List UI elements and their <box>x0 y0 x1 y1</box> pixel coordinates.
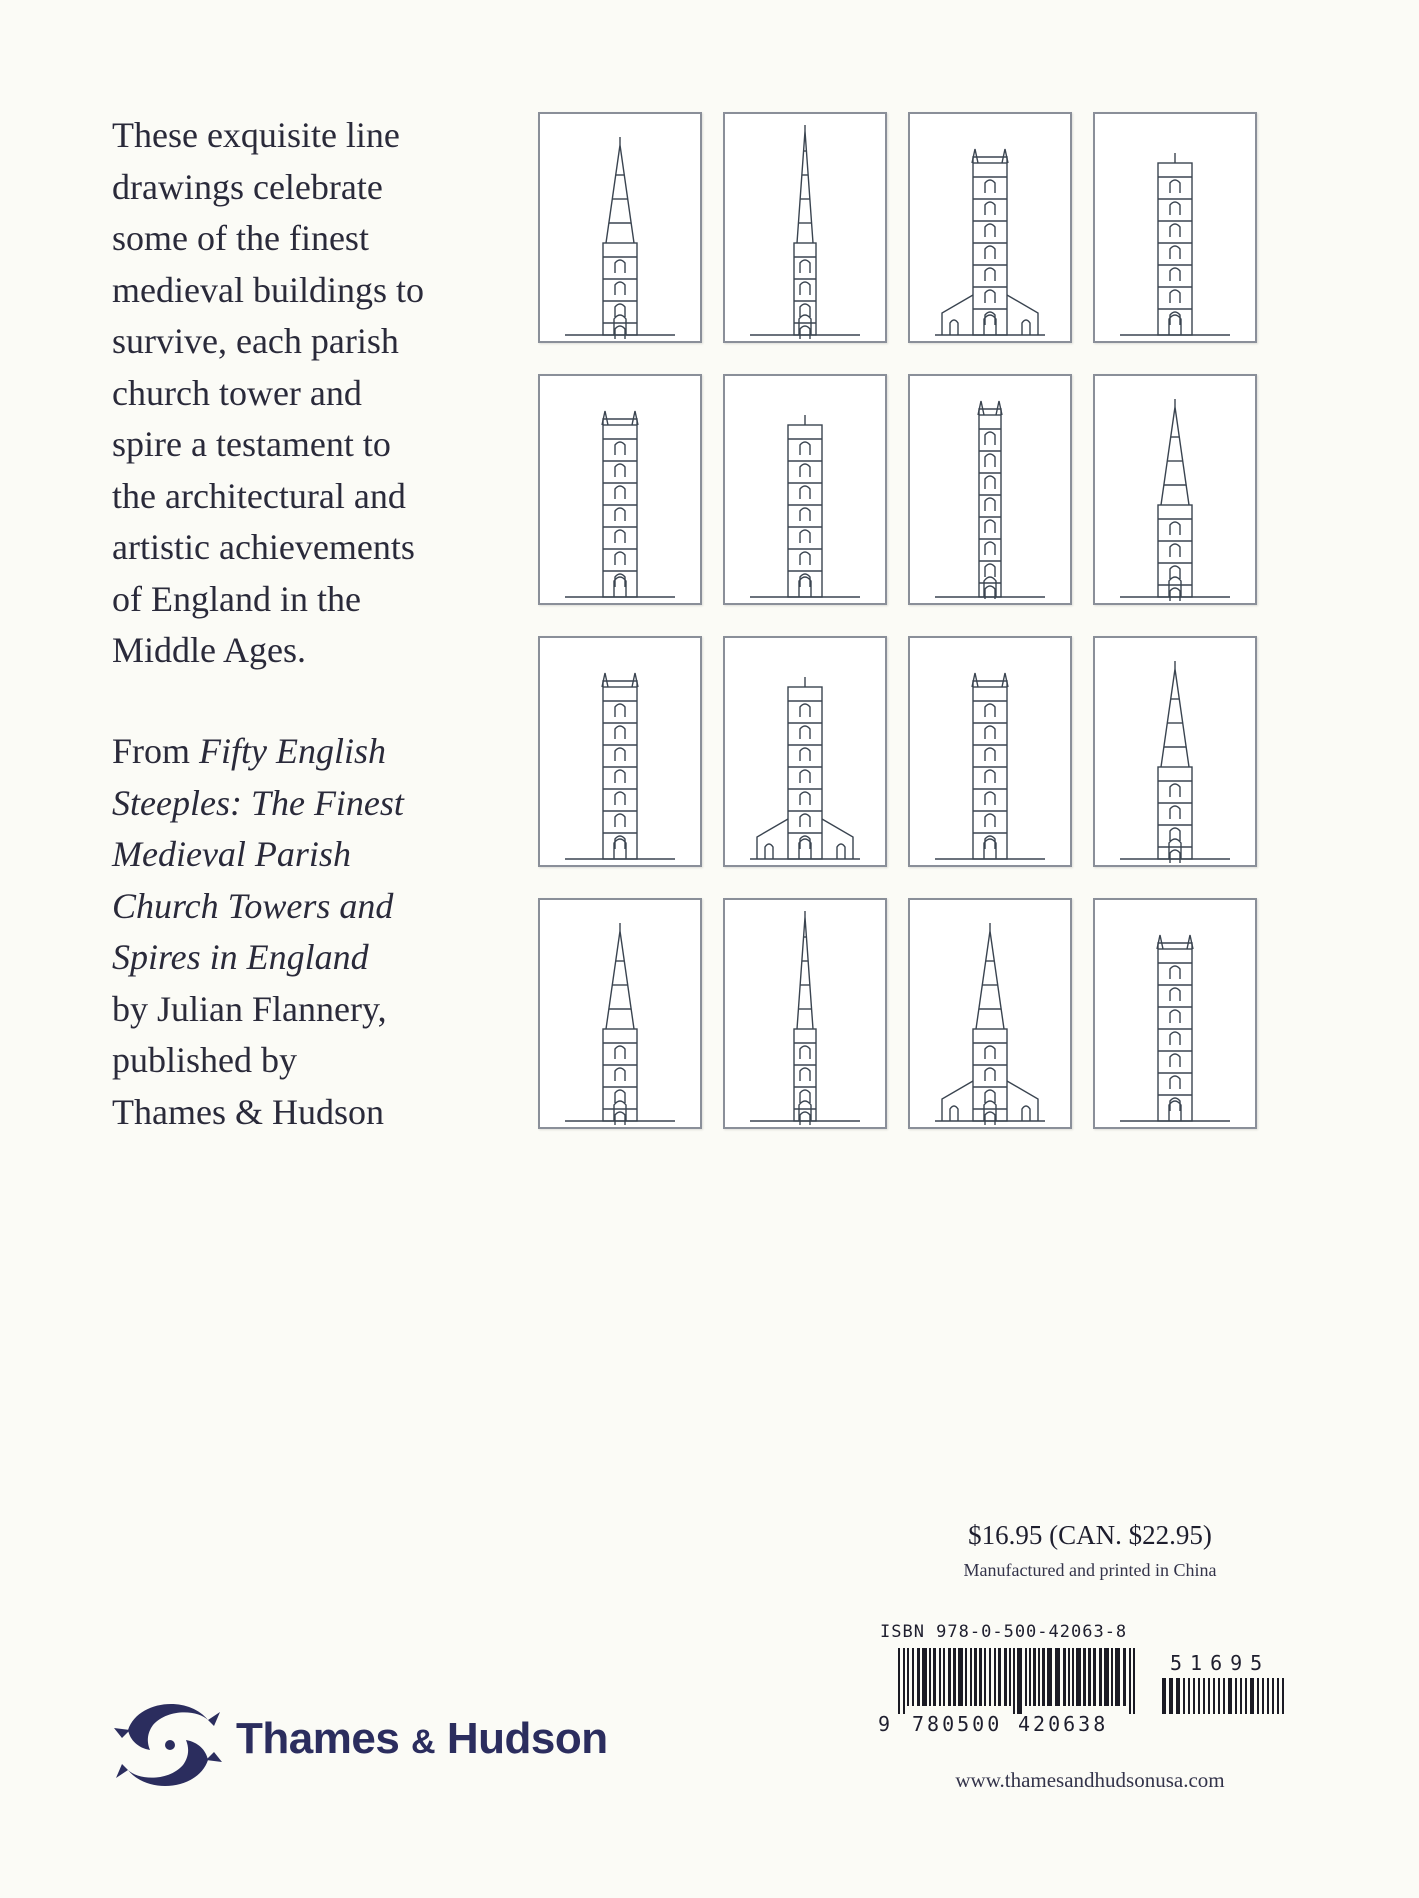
blurb-line: survive, each parish <box>112 321 399 361</box>
barcode-bar <box>1072 1648 1074 1706</box>
barcode-bar <box>1083 1648 1086 1706</box>
tall-spire-drawing <box>730 909 880 1127</box>
barcode-bar <box>1017 1648 1022 1714</box>
barcode-addon-bar <box>1228 1678 1232 1714</box>
dolphins-icon <box>108 1690 228 1800</box>
barcode-bar <box>1129 1648 1131 1714</box>
spire-tower-drawing <box>545 909 695 1127</box>
barcode-addon-bar <box>1277 1678 1279 1714</box>
barcode-bar <box>974 1648 977 1706</box>
barcode-bar <box>1029 1648 1031 1706</box>
book-title-line: Fifty English <box>199 731 386 771</box>
spire-tower-drawing <box>545 123 695 341</box>
spire-tower-drawing <box>1100 385 1250 603</box>
blurb-line: some of the finest <box>112 218 369 258</box>
barcode-addon-bar <box>1272 1678 1274 1714</box>
blurb-line: the architectural and <box>112 475 406 516</box>
barcode-bar <box>1099 1648 1102 1706</box>
barcode-bar <box>898 1648 900 1714</box>
blurb-line: artistic achievements <box>112 527 415 567</box>
barcode-bar <box>1076 1648 1081 1706</box>
barcode-bar <box>933 1648 936 1706</box>
barcode-addon-bar <box>1193 1678 1195 1714</box>
book-title-line: Medieval Parish <box>112 834 351 874</box>
barcode-bar <box>922 1648 927 1706</box>
logo-word: Hudson <box>446 1714 608 1763</box>
barcode-bar <box>929 1648 931 1706</box>
barcode-addon-bar <box>1240 1678 1242 1714</box>
blurb-line: church tower and <box>112 372 362 413</box>
barcode-bar <box>1047 1648 1052 1706</box>
source-from: From <box>112 731 200 771</box>
book-title-line: Church Towers and <box>112 885 394 926</box>
barcode-bar <box>907 1648 909 1706</box>
barcode-bar <box>939 1648 941 1706</box>
barcode-bar <box>953 1648 956 1706</box>
steeple-tile <box>908 374 1072 605</box>
logo-word: Thames <box>236 1714 400 1763</box>
barcode-bar <box>903 1648 905 1714</box>
barcode-bar <box>984 1648 986 1706</box>
publisher-logo-text <box>236 1714 608 1764</box>
manufactured-note: Manufactured and printed in China <box>963 1560 1217 1580</box>
pinnacled-tower-church-drawing <box>915 123 1065 341</box>
spire-church-drawing <box>915 909 1065 1127</box>
price: $16.95 (CAN. $22.95) <box>968 1520 1212 1550</box>
barcode-bar <box>1111 1648 1113 1706</box>
steeple-tile <box>723 374 887 605</box>
source-credit <box>112 726 532 1138</box>
barcode-bar <box>1133 1648 1135 1714</box>
steeple-tile <box>1093 636 1257 867</box>
square-tower-drawing <box>1100 123 1250 341</box>
barcode-addon-bar <box>1169 1678 1173 1714</box>
barcode-bar <box>1104 1648 1109 1706</box>
barcode-bar <box>970 1648 972 1706</box>
barcode-addon-bar <box>1213 1678 1215 1714</box>
steeple-tile <box>723 898 887 1129</box>
barcode-bar <box>994 1648 996 1706</box>
barcode-bar <box>1088 1648 1091 1706</box>
barcode-addon-bar <box>1162 1678 1166 1714</box>
pinnacled-tower-drawing <box>915 647 1065 865</box>
barcode-addon-bar <box>1188 1678 1190 1714</box>
tall-pinnacled-tower-drawing <box>915 385 1065 603</box>
blurb-line: medieval buildings to <box>112 269 424 310</box>
author-line: by Julian Flannery, <box>112 988 387 1029</box>
barcode-bar <box>1009 1648 1011 1706</box>
barcode-addon-bar <box>1257 1678 1259 1714</box>
steeple-tile <box>538 112 702 343</box>
steeple-drawings-grid <box>538 112 1257 1129</box>
pinnacled-tower-drawing <box>545 647 695 865</box>
logo-ampersand: & <box>411 1723 436 1761</box>
barcode-bar <box>917 1648 920 1706</box>
steeple-tile <box>538 374 702 605</box>
barcode-bar <box>1115 1648 1120 1706</box>
barcode-bar <box>1068 1648 1070 1706</box>
barcode-addon-bar <box>1176 1678 1180 1714</box>
book-title-line: Spires in England <box>112 937 369 977</box>
barcode-addon-bar <box>1250 1678 1254 1714</box>
barcode-addon-digits: 51695 <box>1170 1651 1271 1675</box>
barcode-bar <box>948 1648 951 1706</box>
barcode-addon-bar <box>1203 1678 1205 1714</box>
spire-tower-drawing <box>1100 647 1250 865</box>
barcode-bar <box>1093 1648 1096 1706</box>
steeple-tile <box>538 898 702 1129</box>
barcode-left-digits: 780500 <box>912 1712 1003 1736</box>
blurb-line: drawings celebrate <box>112 166 383 207</box>
pinnacled-tower-drawing <box>1100 909 1250 1127</box>
steeple-tile <box>1093 898 1257 1129</box>
barcode-bar <box>1063 1648 1066 1706</box>
isbn: ISBN 978-0-500-42063-8 <box>880 1622 1128 1642</box>
square-tower-drawing <box>730 385 880 603</box>
steeple-tile <box>1093 112 1257 343</box>
barcode-addon-bar <box>1282 1678 1284 1714</box>
barcode-addon-bar <box>1262 1678 1264 1714</box>
tall-spire-drawing <box>730 123 880 341</box>
barcode-bar <box>1025 1648 1027 1706</box>
barcode-bar <box>1038 1648 1040 1706</box>
barcode-bar <box>1013 1648 1015 1714</box>
publisher-line: published by <box>112 1040 297 1080</box>
steeple-tile <box>723 112 887 343</box>
barcode-bar <box>912 1648 914 1706</box>
tower-with-nave-drawing <box>730 647 880 865</box>
barcode-lead-digit: 9 <box>878 1712 894 1736</box>
steeple-tile <box>1093 374 1257 605</box>
barcode-addon-bar <box>1218 1678 1220 1714</box>
steeple-tile <box>723 636 887 867</box>
barcode-bar <box>979 1648 982 1706</box>
website-url: www.thamesandhudsonusa.com <box>955 1768 1225 1792</box>
barcode-bar <box>1055 1648 1060 1706</box>
steeple-tile <box>538 636 702 867</box>
barcode-addon-bar <box>1235 1678 1237 1714</box>
barcode-bar <box>1004 1648 1007 1706</box>
barcode-bar <box>943 1648 945 1706</box>
blurb <box>112 110 522 677</box>
barcode-bar <box>989 1648 991 1706</box>
publisher-line: Thames & Hudson <box>112 1091 384 1132</box>
barcode-addon-bar <box>1183 1678 1185 1714</box>
blurb-line: of England in the <box>112 578 361 619</box>
barcode-addon-bar <box>1267 1678 1269 1714</box>
steeple-tile <box>908 112 1072 343</box>
steeple-tile <box>908 636 1072 867</box>
blurb-line: These exquisite line <box>112 115 400 155</box>
barcode-bar <box>958 1648 963 1706</box>
barcode-addon-bar <box>1223 1678 1225 1714</box>
barcode-bar <box>1042 1648 1045 1706</box>
steeple-tile <box>908 898 1072 1129</box>
barcode-bar <box>998 1648 1001 1706</box>
book-title-line: Steeples: The Finest <box>112 782 404 823</box>
barcode-addon-bar <box>1245 1678 1247 1714</box>
pinnacled-tower-drawing <box>545 385 695 603</box>
barcode-addon-bar <box>1198 1678 1200 1714</box>
barcode-bar <box>1123 1648 1126 1706</box>
barcode-addon-bar <box>1208 1678 1210 1714</box>
barcode-right-digits: 420638 <box>1018 1712 1109 1736</box>
blurb-line: spire a testament to <box>112 424 391 464</box>
blurb-line: Middle Ages. <box>112 630 306 670</box>
barcode-bar <box>1033 1648 1036 1706</box>
barcode-bar <box>965 1648 967 1706</box>
